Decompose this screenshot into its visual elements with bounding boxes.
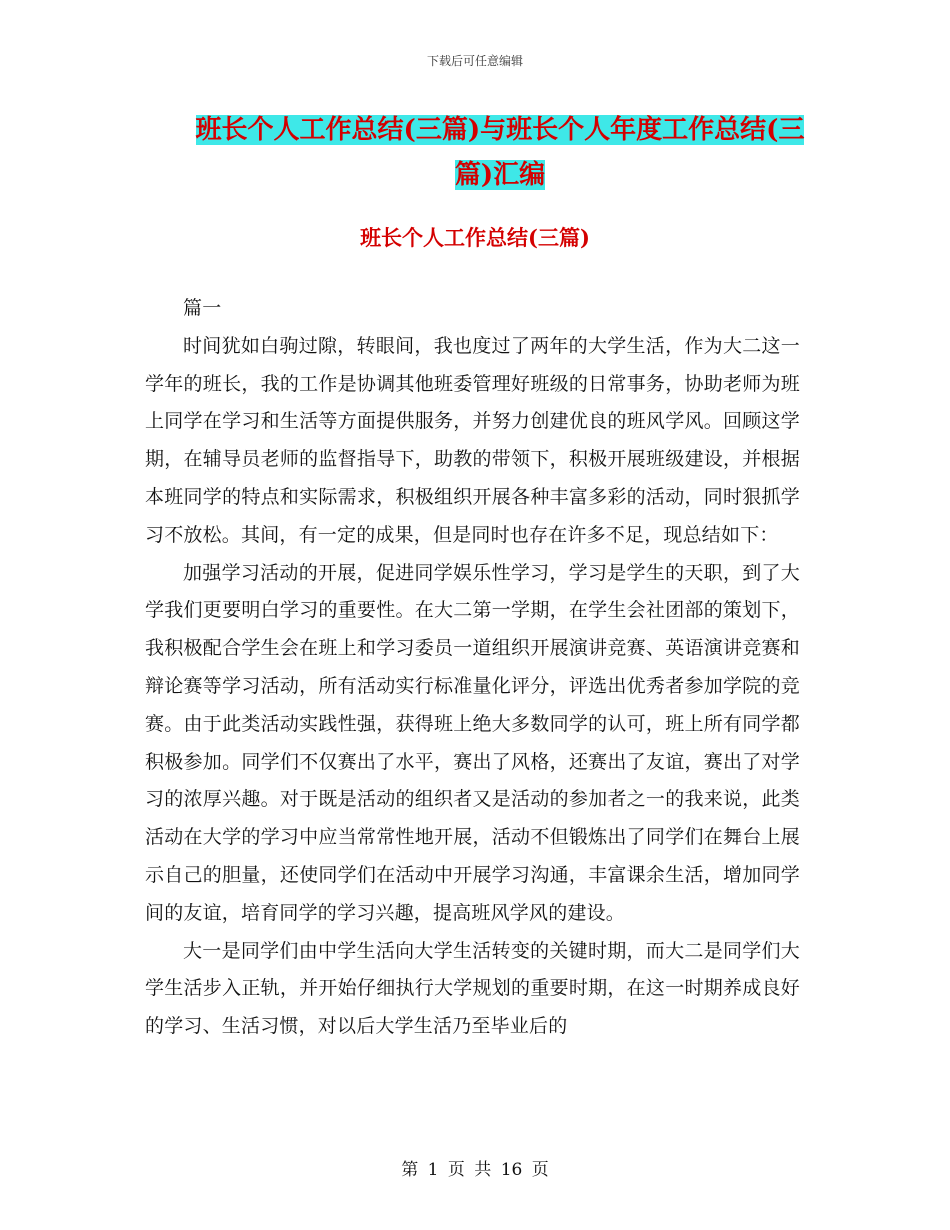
main-title bbox=[185, 108, 815, 198]
paragraph: 加强学习活动的开展，促进同学娱乐性学习，学习是学生的天职，到了大学我们更要明白学习的重要性。在大二第一学期，在学生会社团部的策划下，我积极配合学生会在班上和学习委员一道组织开展演讲竞赛、英语演讲竞赛和辩论赛等学习活动，所有活动实行标准量化评分，评选出优秀者参加学院的竞赛。由于此类活动实践性强，获得班上绝大多数同学的认可，班上所有同学都积极参加。同学们不仅赛出了水平，赛出了风格，还赛出了友谊，赛出了对学习的浓厚兴趣。对于既是活动的组织者又是活动的参加者之一的我来说，此类活动在大学的学习中应当常常性地开展，活动不但锻炼出了同学们在舞台上展示自己的胆量，还使同学们在活动中开展学习沟通，丰富课余生活，增加同学间的友谊，培育同学的学习兴趣，提高班风学风的建设。 bbox=[145, 561, 800, 924]
page-footer: 第 1 页 共 16 页 bbox=[401, 1160, 549, 1180]
section-title: 班长个人工作总结(三篇) bbox=[360, 225, 590, 250]
paragraph: 时间犹如白驹过隙，转眼间，我也度过了两年的大学生活，作为大二这一学年的班长，我的工作是协调其他班委管理好班级的日常事务，协助老师为班上同学在学习和生活等方面提供服务，并努力创建优良的班风学风。回顾这学期，在辅导员老师的监督指导下，助教的带领下，积极开展班级建设，并根据本班同学的特点和实际需求，积极组织开展各种丰富多彩的活动，同时狠抓学习不放松。其间，有一定的成果，但是同时也存在许多不足，现总结如下： bbox=[145, 334, 800, 546]
header-note: 下载后可任意编辑 bbox=[426, 54, 523, 68]
paragraph: 大一是同学们由中学生活向大学生活转变的关键时期，而大二是同学们大学生活步入正轨，并开始仔细执行大学规划的重要时期，在这一时期养成良好的学习、生活习惯，对以后大学生活乃至毕业后的 bbox=[145, 939, 800, 1038]
body-text bbox=[145, 290, 800, 1046]
main-title-text: 班长个人工作总结(三篇)与班长个人年度工作总结(三篇)汇编 bbox=[195, 115, 805, 190]
paragraph-heading: 篇一 bbox=[183, 297, 222, 319]
